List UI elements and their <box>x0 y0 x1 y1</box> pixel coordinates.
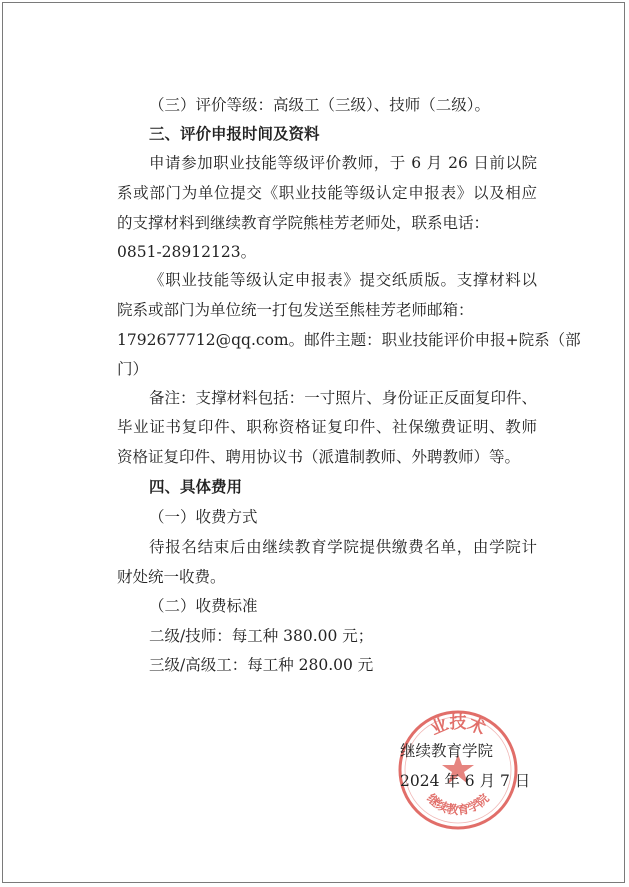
paragraph-line: 《职业技能等级认定申报表》提交纸质版。支撑材料以 <box>149 271 537 289</box>
email-line: 1792677712@qq.com。邮件主题：职业技能评价申报+院系（部 <box>117 331 581 349</box>
paragraph-line: 财处统一收费。 <box>117 568 226 586</box>
evaluation-level-line: （三）评价等级：高级工（三级）、技师（二级）。 <box>149 96 491 114</box>
svg-text:继续教育学院: 继续教育学院 <box>424 791 492 818</box>
note-line: 资格证复印件、聘用协议书（派遣制教师、外聘教师）等。 <box>117 448 521 466</box>
official-seal-icon <box>396 708 520 832</box>
note-line: 毕业证书复印件、职称资格证复印件、社保缴费证明、教师 <box>117 418 537 436</box>
signature-date: 2024 年 6 月 7 日 <box>400 772 531 790</box>
svg-text:业技术: 业技术 <box>427 713 489 740</box>
section-heading-3: 三、评价申报时间及资料 <box>149 125 320 143</box>
paragraph-line: 门） <box>117 360 149 378</box>
fee-line: 三级/高级工：每工种 280.00 元 <box>149 656 374 674</box>
paragraph-line: 申请参加职业技能等级评价教师，于 6 月 26 日前以院 <box>149 154 537 172</box>
phone-line: 0851-28912123。 <box>117 243 257 261</box>
fee-line: 二级/技师：每工种 380.00 元； <box>149 627 374 645</box>
paragraph-line: 院系或部门为单位统一打包发送至熊桂芳老师邮箱： <box>117 301 474 319</box>
subsection-heading: （一）收费方式 <box>149 508 258 526</box>
document-page <box>2 2 625 883</box>
paragraph-line: 的支撑材料到继续教育学院熊桂芳老师处，联系电话： <box>117 214 490 232</box>
section-heading-4: 四、具体费用 <box>149 478 243 496</box>
paragraph-line: 系或部门为单位提交《职业技能等级认定申报表》以及相应 <box>117 184 537 202</box>
signature-organization: 继续教育学院 <box>400 742 494 760</box>
subsection-heading: （二）收费标准 <box>149 597 258 615</box>
paragraph-line: 待报名结束后由继续教育学院提供缴费名单，由学院计 <box>149 538 537 556</box>
note-line: 备注：支撑材料包括：一寸照片、身份证正反面复印件、 <box>149 389 537 407</box>
